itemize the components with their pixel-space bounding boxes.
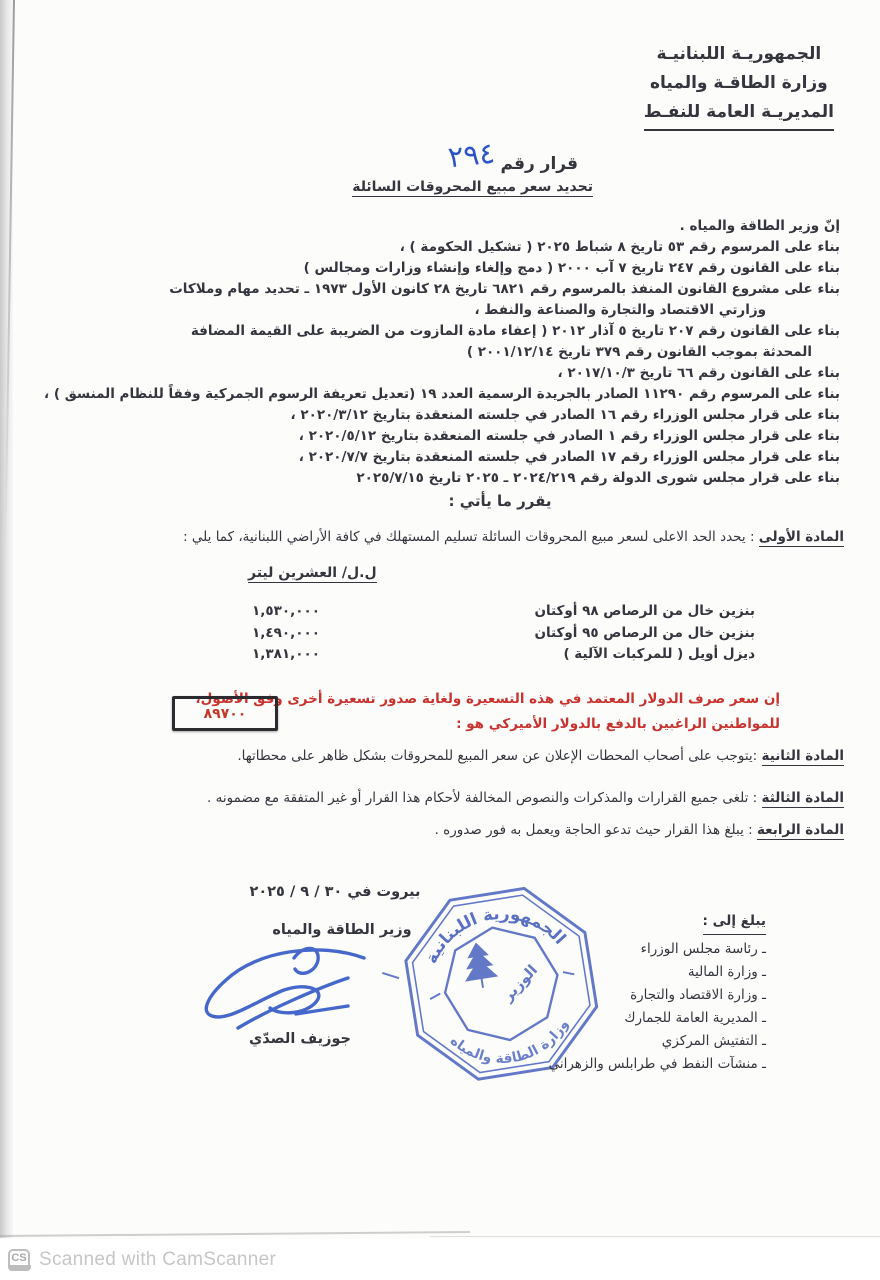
fuel-item-label: ديزل أويل ( للمركبات الآلية ) (563, 646, 755, 662)
distribution-heading: يبلغ إلى : (703, 910, 766, 935)
decree-subject: تحديد سعر مبيع المحروقات السائلة (352, 179, 593, 195)
preamble-line: وزارتي الاقتصاد والتجارة والصناعة والنفط ، (474, 302, 766, 318)
article-one-heading: المادة الأولى (758, 529, 844, 545)
camscanner-icon: CS (8, 1249, 30, 1271)
distribution-list (549, 910, 766, 1076)
list-item: ـ منشآت النفط في طرابلس والزهراني (548, 1056, 766, 1072)
table-row (252, 623, 755, 645)
preamble-line: بناء على قرار مجلس الوزراء رقم ١٧ الصادر في جلسته المنعقدة بتاريخ ٢٠٢٠/٧/٧ ، (298, 449, 840, 465)
article-four-heading: المادة الرابعة (756, 822, 844, 838)
fuel-item-label: بنزين خال من الرصاص ٩٨ أوكتان (534, 603, 755, 619)
minister-name: جوزيف الصدّي (248, 1031, 352, 1047)
preamble-line: بناء على مشروع القانون المنفذ بالمرسوم رقم ٦٨٢١ تاريخ ٢٨ كانون الأول ١٩٧٣ ـ تحديد مهام وملاكات (169, 281, 840, 297)
article-one-body: : يحدد الحد الاعلى لسعر مبيع المحروقات السائلة تسليم المستهلك في كافة الأراضي اللبنانية، كما يلي : (183, 529, 759, 545)
page-curl-line (0, 1231, 470, 1237)
exchange-rate-line: إن سعر صرف الدولار المعتمد في هذه التسعيرة ولغاية صدور تسعيرة أخرى وفق الأصول، (195, 691, 780, 707)
exchange-rate-box: ٨٩٧٠٠ (172, 696, 278, 731)
article-four (32, 822, 844, 838)
page-curl-line-light (430, 1236, 880, 1237)
list-item: ـ وزارة المالية (687, 964, 766, 980)
article-three-body: : تلغى جميع القرارات والمذكرات والنصوص المخالفة لأحكام هذا القرار أو غير المتفقة مع مضمونه . (207, 790, 762, 806)
preamble-line: بناء على القانون رقم ٢٠٧ تاريخ ٥ آذار ٢٠١٢ ( إعفاء مادة المازوت من الضريبة على القيمة المضافة (190, 323, 840, 339)
article-two-heading: المادة الثانية (761, 748, 844, 764)
article-three-heading: المادة الثالثة (761, 790, 844, 806)
cedar-emblem (462, 942, 498, 990)
fuel-price-table (252, 601, 755, 666)
republic-name: الجمهوريـة اللبنانيـة (656, 44, 822, 64)
preamble-line: المحدثة بموجب القانون رقم ٣٧٩ تاريخ ٢٠٠١/١٢/١٤ ) (466, 344, 812, 360)
preamble-line: إنّ وزير الطاقة والمياه . (679, 218, 840, 234)
letterhead (644, 40, 834, 131)
decree-title (442, 135, 578, 176)
stamp-bottom-text: وزارة الطاقة والمياه (446, 1016, 572, 1067)
decree-label: قرار رقم (500, 154, 578, 174)
exchange-rate-line: للمواطنين الراغبين بالدفع بالدولار الأميركي هو : (456, 716, 780, 732)
place-and-date: بيروت في ٣٠ / ٩ / ٢٠٢٥ (249, 884, 421, 900)
table-row (252, 644, 755, 666)
stamp-top-text: الجمهورية اللبنانية (421, 903, 570, 967)
article-one (32, 529, 844, 545)
decree-number-handwritten: ٢٩٤ (446, 135, 497, 175)
camscanner-label: Scanned with CamScanner (39, 1248, 277, 1270)
directorate-name: المديريـة العامة للنفـط (644, 98, 834, 131)
stamp-center-text: الوزير (499, 961, 542, 1005)
fuel-item-label: بنزين خال من الرصاص ٩٥ أوكتان (534, 624, 755, 641)
exchange-rate-note (196, 687, 780, 737)
preamble-line: بناء على قرار مجلس الوزراء رقم ١٦ الصادر في جلسته المنعقدة بتاريخ ٢٠٢٠/٣/١٢ ، (290, 407, 840, 423)
preamble-line: بناء على القانون رقم ٢٤٧ تاريخ ٧ آب ٢٠٠٠ ( دمج وإلغاء وإنشاء وزارات ومجالس ) (303, 260, 840, 276)
article-two-body: :يتوجب على أصحاب المحطات الإعلان عن سعر المبيع للمحروقات بشكل ظاهر على محطاتها. (237, 748, 762, 764)
table-row (252, 601, 755, 623)
order-clause: يقرر ما يأتي : (448, 492, 552, 510)
preamble (28, 216, 840, 489)
preamble-line: بناء على المرسوم رقم ٥٣ تاريخ ٨ شباط ٢٠٢٥ ( تشكيل الحكومة ) ، (399, 239, 840, 255)
preamble-line: بناء على القانون رقم ٦٦ تاريخ ٢٠١٧/١٠/٣ ، (557, 365, 840, 381)
list-item: ـ التفتيش المركزي (661, 1033, 766, 1049)
article-two (32, 748, 844, 764)
list-item: ـ وزارة الاقتصاد والتجارة (630, 987, 766, 1003)
price-unit-heading: ل.ل/ العشرين ليتر (248, 565, 377, 581)
preamble-line: بناء على قرار مجلس الوزراء رقم ١ الصادر في جلسته المنعقدة بتاريخ ٢٠٢٠/٥/١٢ ، (298, 428, 840, 444)
minister-title: وزير الطاقة والمياه (272, 922, 412, 938)
minister-signature (196, 938, 374, 1042)
fuel-item-price: ١,٥٣٠,٠٠٠ (252, 603, 320, 619)
fuel-item-price: ١,٣٨١,٠٠٠ (252, 646, 320, 662)
fuel-item-price: ١,٤٩٠,٠٠٠ (252, 624, 320, 641)
article-three (32, 790, 844, 806)
list-item: ـ المديرية العامة للجمارك (624, 1010, 766, 1026)
preamble-line: بناء على قرار مجلس شورى الدولة رقم ٢٠٢٤/٢١٩ ـ ٢٠٢٥ تاريخ ٢٠٢٥/٧/١٥ (356, 470, 840, 486)
preamble-line: بناء على المرسوم رقم ١١٢٩٠ الصادر بالجريدة الرسمية العدد ١٩ (تعديل تعريفة الرسوم الجمركية وفقاً للنظام المنسق ) ، (44, 386, 840, 402)
list-item: ـ رئاسة مجلس الوزراء (640, 941, 766, 957)
article-four-body: : يبلغ هذا القرار حيث تدعو الحاجة ويعمل به فور صدوره . (434, 822, 757, 838)
camscanner-footer (0, 1239, 880, 1280)
ministry-name: وزارة الطاقـة والمياه (649, 73, 828, 93)
